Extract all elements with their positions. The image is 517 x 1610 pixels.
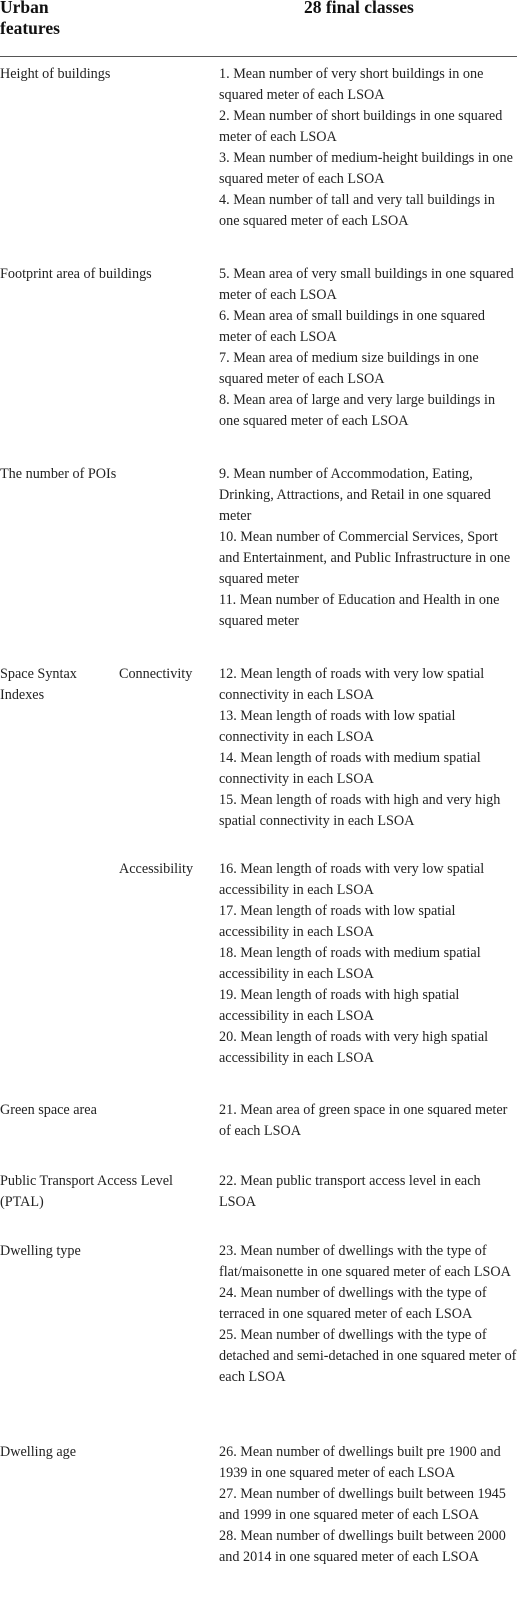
class-list bbox=[219, 64, 517, 232]
class-item: 10. Mean number of Commercial Services, Sport and Entertainment, and Public Infrastructure in one squared meter bbox=[219, 529, 511, 587]
class-item: 3. Mean number of medium-height buildings in one squared meter of each LSOA bbox=[219, 150, 513, 187]
class-item: 24. Mean number of dwellings with the type of terraced in one squared meter of each LSOA bbox=[219, 1285, 487, 1322]
class-item: 21. Mean area of green space in one squared meter of each LSOA bbox=[219, 1102, 508, 1139]
class-item: 13. Mean length of roads with low spatial connectivity in each LSOA bbox=[219, 708, 456, 745]
class-list bbox=[219, 1241, 517, 1388]
column-header-urban-features bbox=[0, 0, 120, 39]
class-item: 2. Mean number of short buildings in one squared meter of each LSOA bbox=[219, 108, 503, 145]
feature-label-line1: Space Syntax bbox=[0, 666, 77, 682]
table-header bbox=[0, 0, 517, 57]
sub-feature-label: Connectivity bbox=[119, 666, 193, 682]
class-item: 27. Mean number of dwellings built between 1945 and 1999 in one squared meter of each LSOA bbox=[219, 1486, 506, 1523]
class-item: 20. Mean length of roads with very high spatial accessibility in each LSOA bbox=[219, 1029, 489, 1066]
class-item: 25. Mean number of dwellings with the type of detached and semi-detached in one squared meter of each LSOA bbox=[219, 1327, 517, 1385]
class-item: 28. Mean number of dwellings built between 2000 and 2014 in one squared meter of each LSOA bbox=[219, 1528, 506, 1565]
feature-label: Dwelling age bbox=[0, 1444, 77, 1460]
class-item: 5. Mean area of very small buildings in one squared meter of each LSOA bbox=[219, 266, 514, 303]
class-list bbox=[219, 1100, 517, 1142]
class-item: 18. Mean length of roads with medium spatial accessibility in each LSOA bbox=[219, 945, 481, 982]
feature-label: Dwelling type bbox=[0, 1243, 81, 1259]
class-list bbox=[219, 1171, 517, 1213]
class-item: 14. Mean length of roads with medium spatial connectivity in each LSOA bbox=[219, 750, 481, 787]
header-left-line2: features bbox=[0, 18, 60, 38]
column-header-final-classes: 28 final classes bbox=[304, 0, 414, 17]
class-list bbox=[219, 264, 517, 432]
feature-label: Footprint area of buildings bbox=[0, 266, 152, 282]
class-item: 4. Mean number of tall and very tall buildings in one squared meter of each LSOA bbox=[219, 192, 495, 229]
class-list bbox=[219, 664, 517, 832]
sub-feature-label: Accessibility bbox=[119, 861, 194, 877]
class-item: 9. Mean number of Accommodation, Eating, Drinking, Attractions, and Retail in one squared meter bbox=[219, 466, 491, 524]
class-list bbox=[219, 1442, 517, 1568]
class-item: 17. Mean length of roads with low spatial accessibility in each LSOA bbox=[219, 903, 456, 940]
class-item: 1. Mean number of very short buildings in one squared meter of each LSOA bbox=[219, 66, 484, 103]
class-item: 11. Mean number of Education and Health in one squared meter bbox=[219, 592, 500, 629]
feature-label: The number of POIs bbox=[0, 466, 117, 482]
class-list bbox=[219, 859, 517, 1069]
class-item: 22. Mean public transport access level in each LSOA bbox=[219, 1173, 481, 1210]
feature-label: Height of buildings bbox=[0, 66, 111, 82]
class-item: 12. Mean length of roads with very low spatial connectivity in each LSOA bbox=[219, 666, 485, 703]
class-item: 26. Mean number of dwellings built pre 1900 and 1939 in one squared meter of each LSOA bbox=[219, 1444, 501, 1481]
class-item: 23. Mean number of dwellings with the type of flat/maisonette in one squared meter of each LSOA bbox=[219, 1243, 511, 1280]
feature-label-line2: Indexes bbox=[0, 687, 45, 703]
class-item: 16. Mean length of roads with very low spatial accessibility in each LSOA bbox=[219, 861, 485, 898]
feature-label: Green space area bbox=[0, 1102, 97, 1118]
class-item: 6. Mean area of small buildings in one squared meter of each LSOA bbox=[219, 308, 485, 345]
feature-label: Public Transport Access Level (PTAL) bbox=[0, 1173, 173, 1210]
class-list bbox=[219, 464, 517, 632]
class-item: 19. Mean length of roads with high spatial accessibility in each LSOA bbox=[219, 987, 460, 1024]
class-item: 15. Mean length of roads with high and very high spatial connectivity in each LSOA bbox=[219, 792, 501, 829]
header-left-line1: Urban bbox=[0, 0, 49, 17]
class-item: 7. Mean area of medium size buildings in one squared meter of each LSOA bbox=[219, 350, 479, 387]
class-item: 8. Mean area of large and very large buildings in one squared meter of each LSOA bbox=[219, 392, 496, 429]
